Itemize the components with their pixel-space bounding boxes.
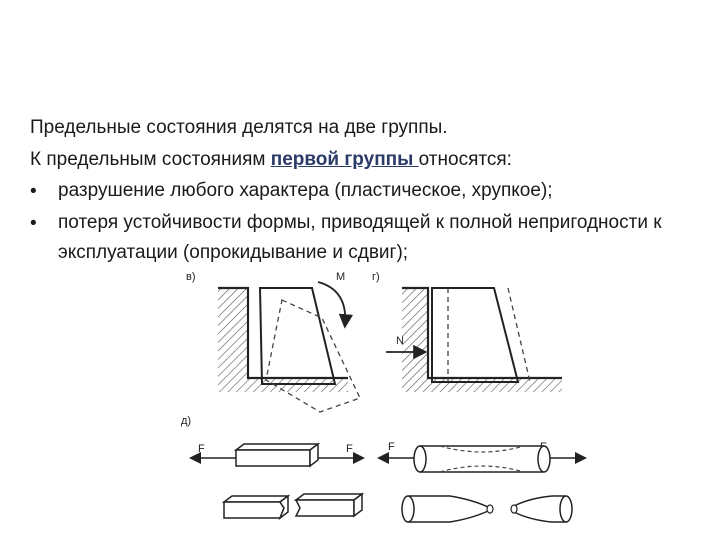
overturning-diagram: [218, 271, 360, 412]
intro-line: Предельные состояния делятся на две группы.: [30, 117, 448, 138]
label-N: N: [396, 335, 404, 347]
label-F-left: F: [198, 443, 205, 455]
label-M: M: [336, 271, 346, 283]
slide-text: [30, 112, 700, 268]
label-g: г): [372, 271, 380, 283]
sliding-diagram: [386, 288, 562, 392]
label-v: в): [186, 271, 196, 283]
bullet-item-stability: [30, 208, 700, 268]
bullet-dot: •: [30, 213, 37, 234]
bullet-text-stability: потеря устойчивости формы, приводящей к полной непригодности к эксплуатации (опрокидывание и сдвиг);: [58, 212, 662, 263]
first-group-line: [30, 144, 700, 176]
label-F-left-2: F: [388, 441, 395, 453]
bullet-text-fracture: разрушение любого характера (пластическое, хрупкое);: [58, 180, 553, 201]
bullet-item-fracture: [30, 176, 700, 208]
first-group-prefix: К предельным состояниям: [30, 149, 271, 170]
bullet-dot: •: [30, 181, 37, 202]
limit-states-illustration: [170, 262, 590, 537]
brittle-bar-diagram: [192, 443, 362, 518]
first-group-suffix: относятся:: [418, 149, 512, 170]
label-F-right: F: [346, 443, 353, 455]
first-group-link[interactable]: первой группы: [270, 149, 419, 170]
label-d: д): [181, 415, 192, 427]
plastic-bar-diagram: [380, 441, 584, 522]
